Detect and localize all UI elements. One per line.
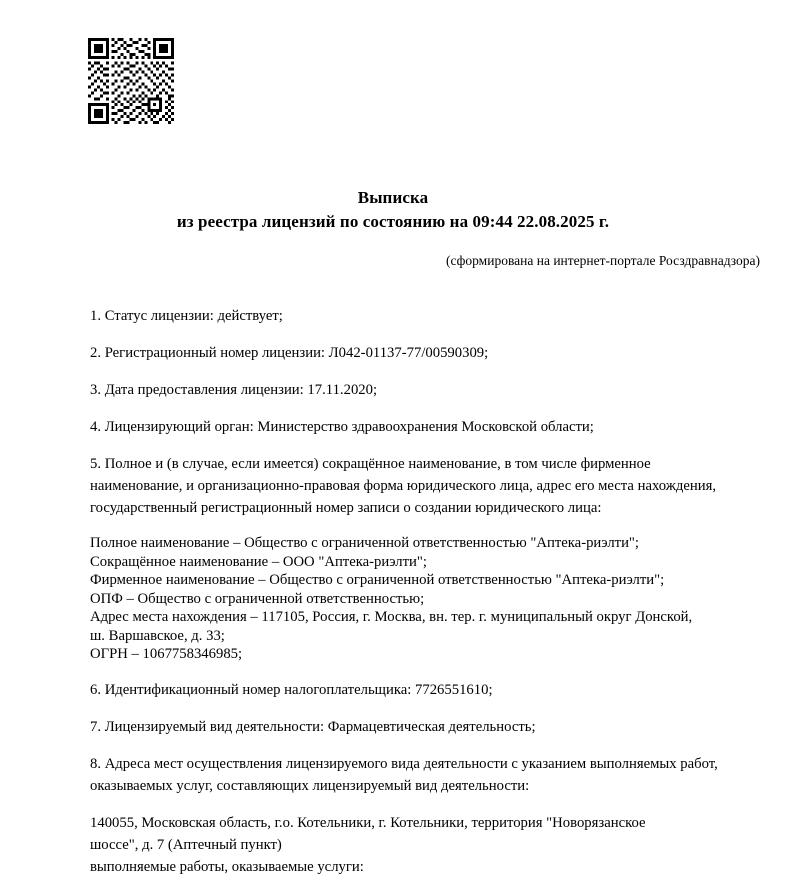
document-body xyxy=(90,305,730,878)
page-subtitle-line: из реестра лицензий по состоянию на 09:44 22.08.2025 г. xyxy=(176,212,610,231)
entity-address-line-2: ш. Варшавское, д. 33; xyxy=(90,627,225,644)
item-entity-names-heading: 5. Полное и (в случае, если имеется) сокращённое наименование, в том числе фирменное наименование, и организационно-правовая форма юридического лица, адрес его места нахождения, государственный регистрационный номер записи о создании юридического лица: xyxy=(90,456,717,516)
activity-address-line-1: 140055, Московская область, г.о. Котельники, г. Котельники, территория "Новорязанское xyxy=(90,814,646,831)
activity-works-label: выполняемые работы, оказываемые услуги: xyxy=(90,858,364,875)
item-license-status: 1. Статус лицензии: действует; xyxy=(90,308,283,324)
item-licensing-authority: 4. Лицензирующий орган: Министерство здравоохранения Московской области; xyxy=(90,419,594,435)
entity-ogrn: ОГРН – 1067758346985; xyxy=(90,646,243,662)
document-source-note: (сформирована на интернет-портале Росздравнадзора) xyxy=(445,253,760,268)
entity-brand-name: Фирменное наименование – Общество с ограниченной ответственностью "Аптека-риэлти"; xyxy=(90,572,665,588)
entity-legal-form: ОПФ – Общество с ограниченной ответственностью; xyxy=(90,590,425,607)
qr-code-image xyxy=(88,38,174,124)
entity-details-block xyxy=(90,534,730,664)
item-registration-number: 2. Регистрационный номер лицензии: Л042-01137-77/00590309; xyxy=(90,345,489,361)
entity-address-line-1: Адрес места нахождения – 117105, Россия, г. Москва, вн. тер. г. муниципальный округ Донской, xyxy=(90,609,693,625)
item-licensed-activity: 7. Лицензируемый вид деятельности: Фармацевтическая деятельность; xyxy=(90,718,536,735)
page-title: Выписка xyxy=(357,188,429,207)
qr-code xyxy=(88,38,174,124)
entity-full-name: Полное наименование – Общество с ограниченной ответственностью "Аптека-риэлти"; xyxy=(90,535,640,551)
item-issue-date: 3. Дата предоставления лицензии: 17.11.2020; xyxy=(90,382,378,398)
item-activity-addresses-heading: 8. Адреса мест осуществления лицензируемого вида деятельности с указанием выполняемых работ, оказываемых услуг, составляющих лицензируемый вид деятельности: xyxy=(90,755,718,794)
document-title-block xyxy=(0,186,786,234)
item-taxpayer-number: 6. Идентификационный номер налогоплательщика: 7726551610; xyxy=(90,681,493,698)
activity-address-line-2: шоссе", д. 7 (Аптечный пункт) xyxy=(90,836,282,853)
entity-short-name: Сокращённое наименование – ООО "Аптека-риэлти"; xyxy=(90,553,427,570)
activity-address-block xyxy=(90,812,730,878)
